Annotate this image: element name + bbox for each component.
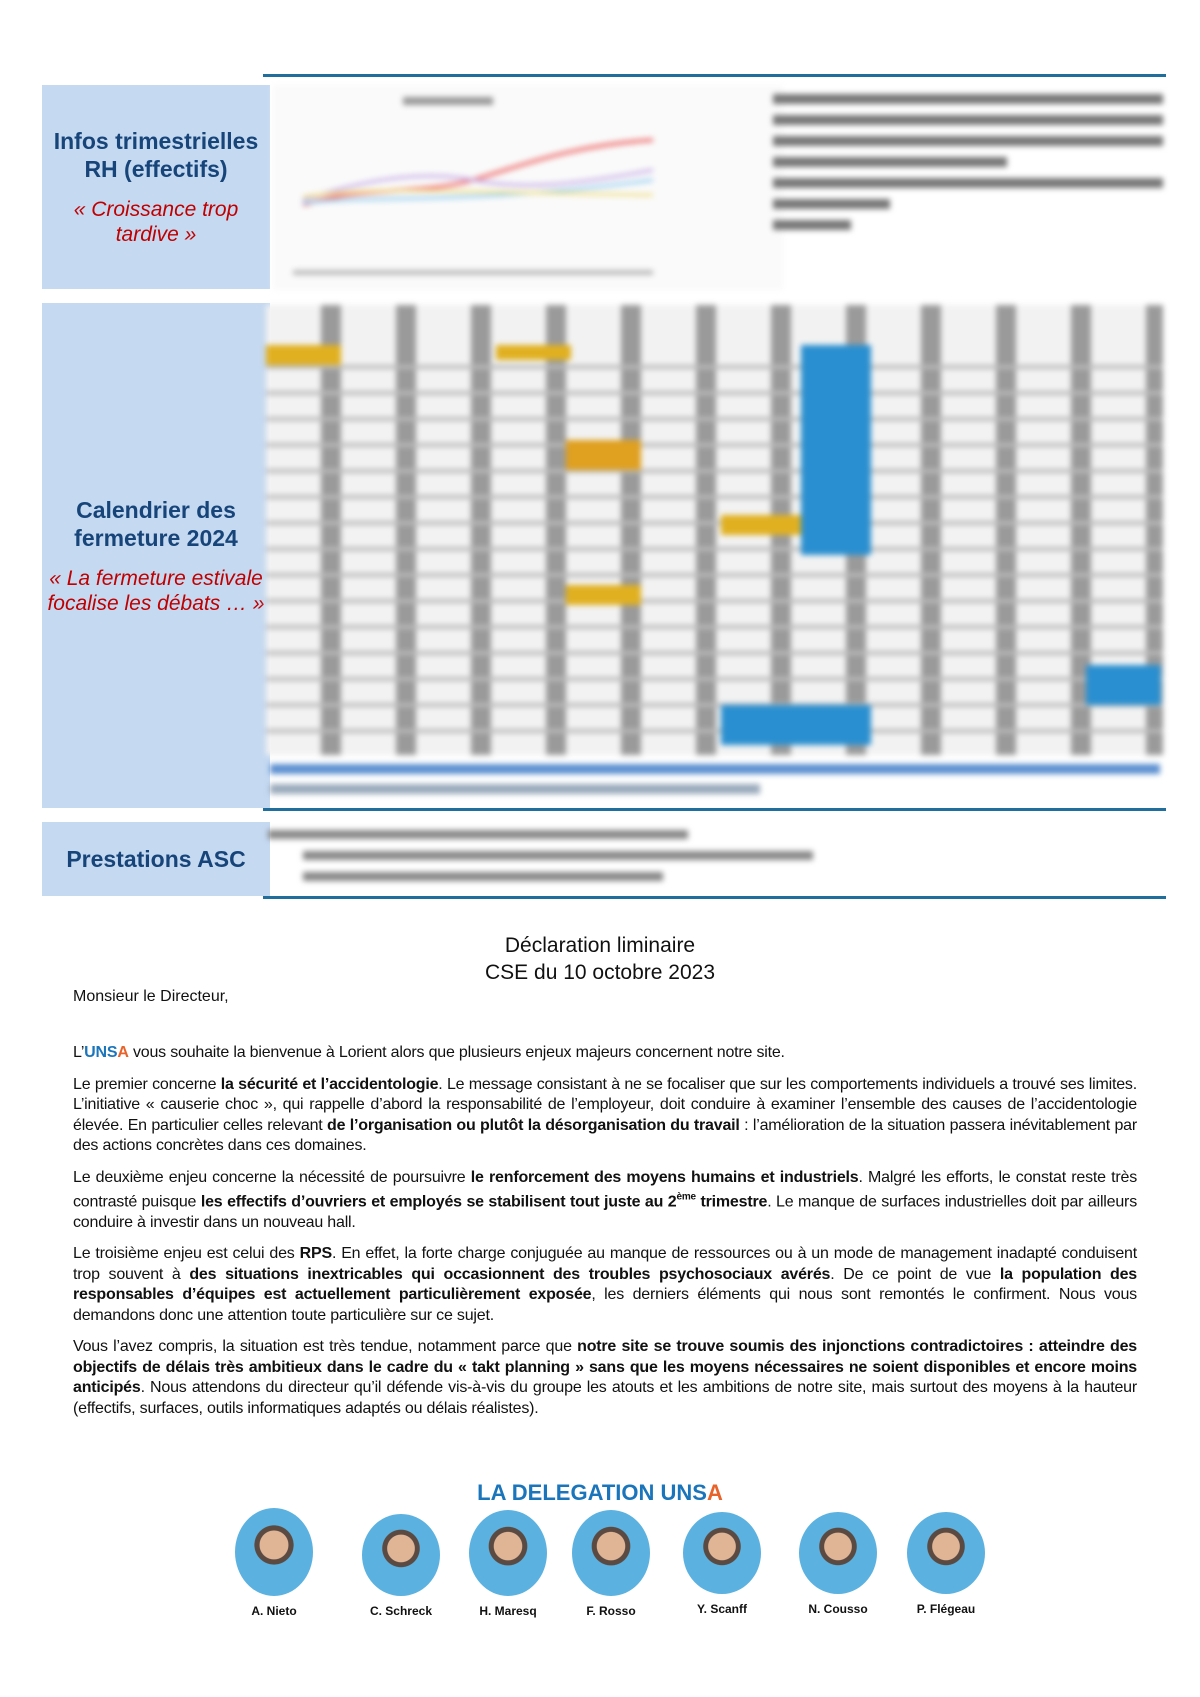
salutation: Monsieur le Directeur, bbox=[73, 988, 229, 1005]
divider bbox=[263, 896, 1166, 899]
title-line: Déclaration liminaire bbox=[504, 934, 696, 957]
section-label-calendar bbox=[42, 303, 270, 808]
section-title: Infos trimestrielles RH (effectifs) bbox=[53, 128, 259, 182]
member bbox=[667, 1512, 777, 1616]
member-name: F. Rosso bbox=[586, 1604, 636, 1618]
blurred-chart-image bbox=[273, 85, 783, 290]
declaration-body bbox=[73, 1043, 1137, 1430]
paragraph: Vous l’avez compris, la situation est très tendue, notamment parce que notre site se trouve soumis des injonctions contradictoires : atteindre des objectifs de délais très ambitieux dans le cadre du « takt planning » sans que les moyens nécessaires ne soient disponibles et encore moins anticipés. Nous attendons du directeur qu’il défende vis-à-vis du groupe les atouts et les ambitions de notre site, mais surtout des moyens à la hauteur (effectifs, surfaces, outils informatiques adaptés ou délais réalistes). bbox=[73, 1338, 1137, 1417]
member-photo bbox=[362, 1514, 440, 1596]
blurred-text bbox=[773, 87, 1163, 241]
member bbox=[556, 1510, 666, 1618]
section-label-asc bbox=[42, 822, 270, 896]
divider bbox=[263, 808, 1166, 811]
paragraph: Le deuxième enjeu concerne la nécessité de poursuivre le renforcement des moyens humains et industriels. Malgré les efforts, le constat reste très contrasté puisque les effectifs d’ouvriers et employés se stabilisent tout juste au 2ème trimestre. Le manque de surfaces industrielles doit par ailleurs conduire à investir dans un nouveau hall. bbox=[73, 1168, 1137, 1231]
member-photo bbox=[235, 1508, 313, 1596]
member-name: C. Schreck bbox=[369, 1604, 433, 1618]
member bbox=[219, 1508, 329, 1618]
member bbox=[453, 1510, 563, 1618]
member bbox=[783, 1512, 893, 1616]
section-label-rh bbox=[42, 85, 270, 289]
blurred-caption bbox=[270, 760, 1160, 804]
blurred-calendar-image bbox=[266, 305, 1163, 755]
member bbox=[891, 1512, 1001, 1616]
member-name: Y. Scanff bbox=[696, 1602, 747, 1616]
section-quote: « La fermeture estivale focalise les débats … » bbox=[47, 566, 265, 615]
paragraph: L’UNSA vous souhaite la bienvenue à Lorient alors que plusieurs enjeux majeurs concernent notre site. bbox=[73, 1044, 785, 1061]
section-quote: « Croissance trop tardive » bbox=[73, 198, 239, 246]
section-title: Calendrier des fermeture 2024 bbox=[74, 496, 238, 551]
declaration-title bbox=[0, 932, 1200, 986]
member-photo bbox=[799, 1512, 877, 1594]
member-name: A. Nieto bbox=[251, 1604, 297, 1618]
member-photo bbox=[907, 1512, 985, 1594]
member bbox=[346, 1514, 456, 1618]
member-photo bbox=[572, 1510, 650, 1596]
blurred-asc-text bbox=[268, 825, 868, 881]
member-name: P. Flégeau bbox=[916, 1602, 976, 1616]
member-photo bbox=[469, 1510, 547, 1596]
member-name: H. Maresq bbox=[479, 1604, 537, 1618]
title-line: CSE du 10 octobre 2023 bbox=[485, 961, 715, 984]
section-title: Prestations ASC bbox=[66, 846, 246, 872]
rh-chart-panel bbox=[263, 74, 1166, 292]
member-photo bbox=[683, 1512, 761, 1594]
paragraph: Le troisième enjeu est celui des RPS. En effet, la forte charge conjuguée au manque de ressources ou à un mode de management inadapté conduisent trop souvent à des situations inextricables qui occasionnent des troubles psychosociaux avérés. De ce point de vue la population des responsables d’équipes est actuellement particulièrement exposée, les derniers éléments qui nous sont remontés le confirment. Nous vous demandons donc une attention toute particulière sur ce sujet. bbox=[73, 1245, 1137, 1324]
member-name: N. Cousso bbox=[808, 1602, 868, 1616]
delegation-title: LA DELEGATION UNSA bbox=[477, 1480, 723, 1505]
paragraph: Le premier concerne la sécurité et l’accidentologie. Le message consistant à ne se focaliser que sur les comportements individuels a trouvé ses limites. L’initiative « causerie choc », qui rappelle d’abord la responsabilité de l’employeur, doit conduire à examiner l’ensemble des causes de l’accidentologie élevée. En particulier celles relevant de l’organisation ou plutôt la désorganisation du travail : l’amélioration de la situation passera inévitablement par des actions concrètes dans ces domaines. bbox=[73, 1075, 1137, 1154]
